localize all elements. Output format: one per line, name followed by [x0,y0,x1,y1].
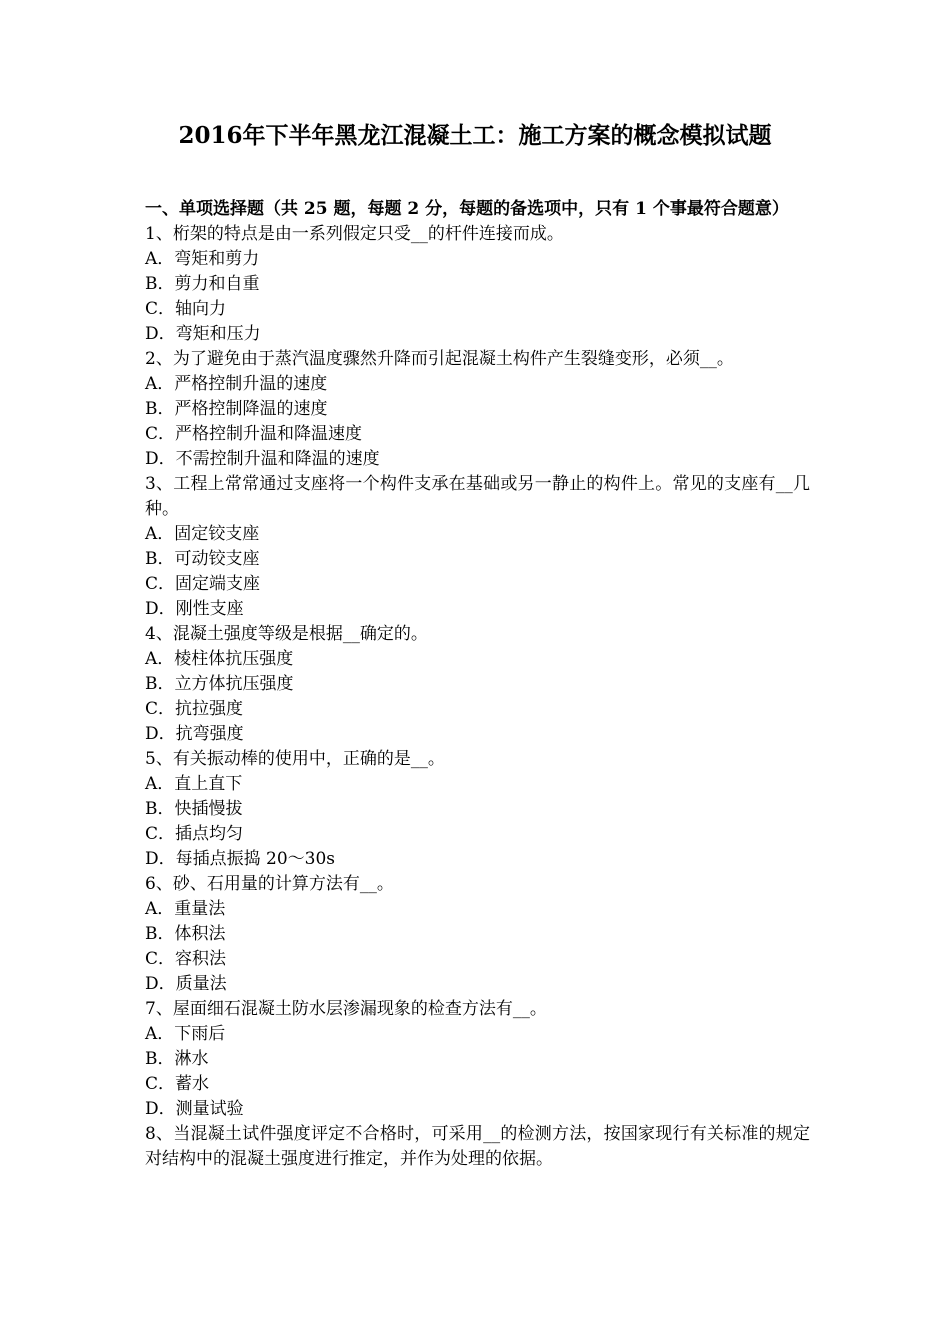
question-option: C．严格控制升温和降温速度 [145,424,363,444]
question-option: B．淋水 [145,1049,209,1069]
question-option: A．下雨后 [145,1024,226,1044]
question-block [145,747,810,872]
question-block [145,997,810,1122]
question-text: 6、砂、石用量的计算方法有__。 [145,874,394,894]
question-option: D．质量法 [145,974,227,994]
question-text: 3、工程上常常通过支座将一个构件支承在基础或另一静止的构件上。常见的支座有__几种。 [145,474,810,519]
question-option: D．刚性支座 [145,599,244,619]
question-option: C．固定端支座 [145,574,261,594]
question-option: A．直上直下 [145,774,243,794]
question-option: B．快插慢拔 [145,799,243,819]
question-option: B．可动铰支座 [145,549,260,569]
question-option: A．弯矩和剪力 [145,249,260,269]
question-option: A．棱柱体抗压强度 [145,649,294,669]
document-title: 2016年下半年黑龙江混凝土工：施工方案的概念模拟试题 [178,122,772,149]
question-option: A．严格控制升温的速度 [145,374,328,394]
question-block [145,222,810,347]
question-text: 4、混凝土强度等级是根据__确定的。 [145,624,428,644]
question-text: 5、有关振动棒的使用中，正确的是__。 [145,749,445,769]
question-block [145,347,810,472]
question-text: 8、当混凝土试件强度评定不合格时，可采用__的检测方法，按国家现行有关标准的规定对结构中的混凝土强度进行推定，并作为处理的依据。 [145,1124,810,1169]
question-option: A．重量法 [145,899,226,919]
question-block [145,872,810,997]
question-block [145,622,810,747]
question-option: C．插点均匀 [145,824,244,844]
question-option: B．立方体抗压强度 [145,674,294,694]
question-text: 7、屋面细石混凝土防水层渗漏现象的检查方法有__。 [145,999,547,1019]
question-option: D．不需控制升温和降温的速度 [145,449,380,469]
question-option: B．体积法 [145,924,226,944]
question-option: D．每插点振捣 20～30s [145,849,336,869]
question-option: B．剪力和自重 [145,274,260,294]
question-option: C．抗拉强度 [145,699,244,719]
question-option: A．固定铰支座 [145,524,260,544]
section-header: 一、单项选择题（共 25 题，每题 2 分，每题的备选项中，只有 1 个事最符合题意） [145,199,789,219]
question-option: D．弯矩和压力 [145,324,261,344]
question-option: C．容积法 [145,949,227,969]
document-body [145,197,810,1172]
question-option: B．严格控制降温的速度 [145,399,328,419]
question-text: 2、为了避免由于蒸汽温度骤然升降而引起混凝土构件产生裂缝变形，必须__。 [145,349,734,369]
question-option: D．测量试验 [145,1099,244,1119]
question-option: C．蓄水 [145,1074,210,1094]
question-text: 1、桁架的特点是由一系列假定只受__的杆件连接而成。 [145,224,564,244]
question-option: D．抗弯强度 [145,724,244,744]
question-option: C．轴向力 [145,299,227,319]
question-block [145,472,810,622]
question-block [145,1122,810,1172]
